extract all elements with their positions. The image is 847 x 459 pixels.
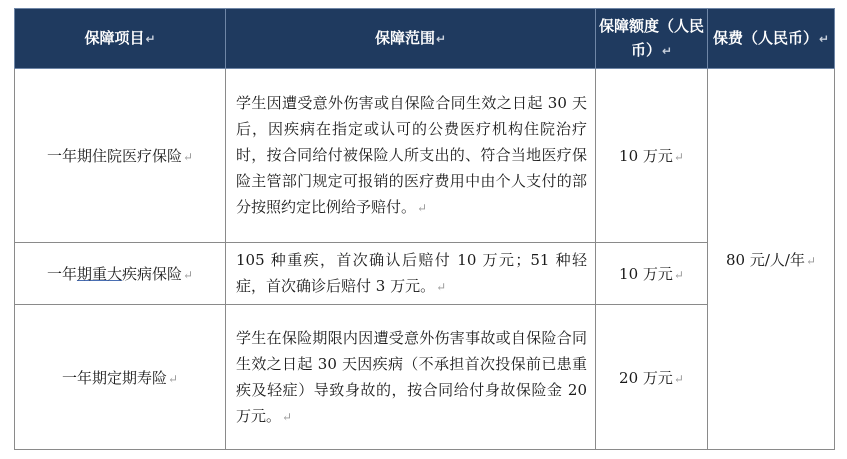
row-scope: 学生在保险期限内因遭受意外伤害事故或自保险合同生效之日起 30 天因疾病（不承担首次投保前已患重疾及轻症）导致身故的，按合同给付身故保险金 20 万元。↵	[226, 305, 596, 450]
row-scope: 105 种重疾，首次确认后赔付 10 万元；51 种轻症，首次确诊后赔付 3 万元。↵	[226, 243, 596, 305]
header-item: 保障项目↵	[15, 9, 226, 69]
row-item: 一年期住院医疗保险↵	[15, 69, 226, 243]
row-amount: 10 万元↵	[596, 69, 708, 243]
header-amount: 保障额度（人民币）↵	[596, 9, 708, 69]
row-item: 一年期定期寿险↵	[15, 305, 226, 450]
fee-cell: 80 元/人/年↵	[708, 69, 835, 450]
insurance-table	[14, 8, 835, 450]
row-scope: 学生因遭受意外伤害或自保险合同生效之日起 30 天后，因疾病在指定或认可的公费医疗机构住院治疗时，按合同给付被保险人所支出的、符合当地医疗保险主管部门规定可报销的医疗费用中由个人支付的部分按照约定比例给予赔付。↵	[226, 69, 596, 243]
row-item: 一年期重大疾病保险↵	[15, 243, 226, 305]
header-scope: 保障范围↵	[226, 9, 596, 69]
header-fee: 保费（人民币）↵	[708, 9, 835, 69]
row-amount: 10 万元↵	[596, 243, 708, 305]
row-amount: 20 万元↵	[596, 305, 708, 450]
header-row	[15, 9, 835, 69]
table-row	[15, 69, 835, 243]
